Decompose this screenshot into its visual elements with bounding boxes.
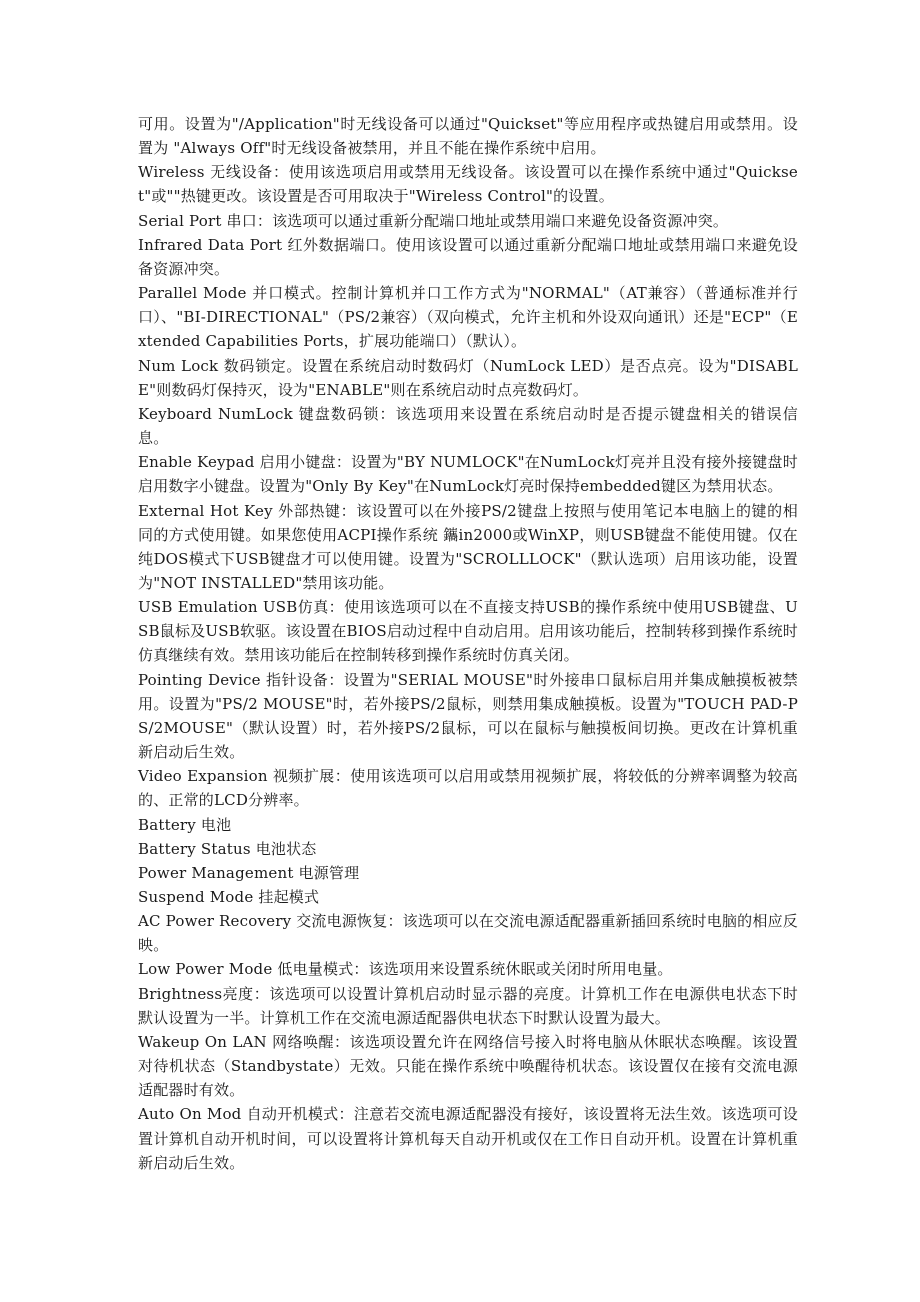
heading-battery: Battery 电池: [138, 815, 232, 834]
paragraph-enable-keypad: Enable Keypad 启用小键盘：设置为"BY NUMLOCK"在NumLock灯亮并且没有接外接键盘时启用数字小键盘。设置为"Only By Key"在NumLock灯亮时保持embedded键区为禁用状态。: [138, 453, 798, 496]
paragraph-keyboard-numlock: Keyboard NumLock 键盘数码锁：该选项用来设置在系统启动时是否提示键盘相关的错误信息。: [138, 404, 798, 448]
paragraph-num-lock: Num Lock 数码锁定。设置在系统启动时数码灯（NumLock LED）是否点亮。设为"DISABLE"则数码灯保持灭，设为"ENABLE"则在系统启动时点亮数码灯。: [138, 356, 798, 399]
paragraph-low-power-mode: Low Power Mode 低电量模式：该选项用来设置系统休眠或关闭时所用电量。: [138, 960, 673, 979]
paragraph-wakeup-on-lan: Wakeup On LAN 网络唤醒：该选项设置允许在网络信号接入时将电脑从休眠状态唤醒。该设置对待机状态（Standbystate）无效。只能在操作系统中唤醒待机状态。该设置仅在接有交流电源适配器时有效。: [138, 1032, 798, 1100]
heading-power-management: Power Management 电源管理: [138, 863, 360, 882]
paragraph-auto-on-mod: Auto On Mod 自动开机模式：注意若交流电源适配器没有接好，该设置将无法生效。该选项可设置计算机自动开机时间，可以设置将计算机每天自动开机或仅在工作日自动开机。设置在计算机重新启动后生效。: [138, 1105, 798, 1172]
paragraph-wireless-application: 可用。设置为"/Application"时无线设备可以通过"Quickset"等应用程序或热键启用或禁用。设置为 "Always Off"时无线设备被禁用，并且不能在操作系统中启用。: [138, 115, 798, 158]
paragraph-serial-port: Serial Port 串口：该选项可以通过重新分配端口地址或禁用端口来避免设备资源冲突。: [138, 211, 729, 230]
heading-battery-status: Battery Status 电池状态: [138, 839, 317, 858]
paragraph-usb-emulation: USB Emulation USB仿真：使用该选项可以在不直接支持USB的操作系统中使用USB键盘、USB鼠标及USB软驱。该设置在BIOS启动过程中自动启用。启用该功能后，控制转移到操作系统时仿真继续有效。禁用该功能后在控制转移到操作系统时仿真关闭。: [138, 598, 798, 665]
paragraph-ac-power-recovery: AC Power Recovery 交流电源恢复：该选项可以在交流电源适配器重新插回系统时电脑的相应反映。: [138, 912, 798, 955]
paragraph-pointing-device: Pointing Device 指针设备：设置为"SERIAL MOUSE"时外接串口鼠标启用并集成触摸板被禁用。设置为"PS/2 MOUSE"时，若外接PS/2鼠标，则禁用集成触摸板。设置为"TOUCH PAD-PS/2MOUSE"（默认设置）时，若外接PS/2鼠标，可以在鼠标与触摸板间切换。更改在计算机重新启动后生效。: [138, 670, 798, 762]
heading-suspend-mode: Suspend Mode 挂起模式: [138, 888, 320, 906]
paragraph-infrared-data-port: Infrared Data Port 红外数据端口。使用该设置可以通过重新分配端口地址或禁用端口来避免设备资源冲突。: [138, 235, 798, 278]
paragraph-wireless: Wireless 无线设备：使用该选项启用或禁用无线设备。该设置可以在操作系统中通过"Quickset"或""热键更改。该设置是否可用取决于"Wireless Control"的设置。: [138, 163, 798, 206]
paragraph-brightness: Brightness亮度：该选项可以设置计算机启动时显示器的亮度。计算机工作在电源供电状态下时默认设置为一半。计算机工作在交流电源适配器供电状态下时默认设置为最大。: [138, 984, 798, 1027]
document-body: [138, 112, 798, 1175]
paragraph-parallel-mode: Parallel Mode 并口模式。控制计算机并口工作方式为"NORMAL"（AT兼容）（普通标准并行口）、"BI-DIRECTIONAL"（PS/2兼容）（双向模式，允许主机和外设双向通讯）还是"ECP"（Extended Capabilities Ports，扩展功能端口）（默认）。: [138, 284, 798, 351]
paragraph-external-hot-key: External Hot Key 外部热键：该设置可以在外接PS/2键盘上按照与使用笔记本电脑上的键的相同的方式使用键。如果您使用ACPI操作系统 鑴in2000或WinXP，则USB键盘不能使用键。仅在纯DOS模式下USB键盘才可以使用键。设置为"SCROLLLOCK"（默认选项）启用该功能，设置为"NOT INSTALLED"禁用该功能。: [138, 501, 798, 592]
paragraph-video-expansion: Video Expansion 视频扩展：使用该选项可以启用或禁用视频扩展，将较低的分辨率调整为较高的、正常的LCD分辨率。: [138, 767, 798, 810]
